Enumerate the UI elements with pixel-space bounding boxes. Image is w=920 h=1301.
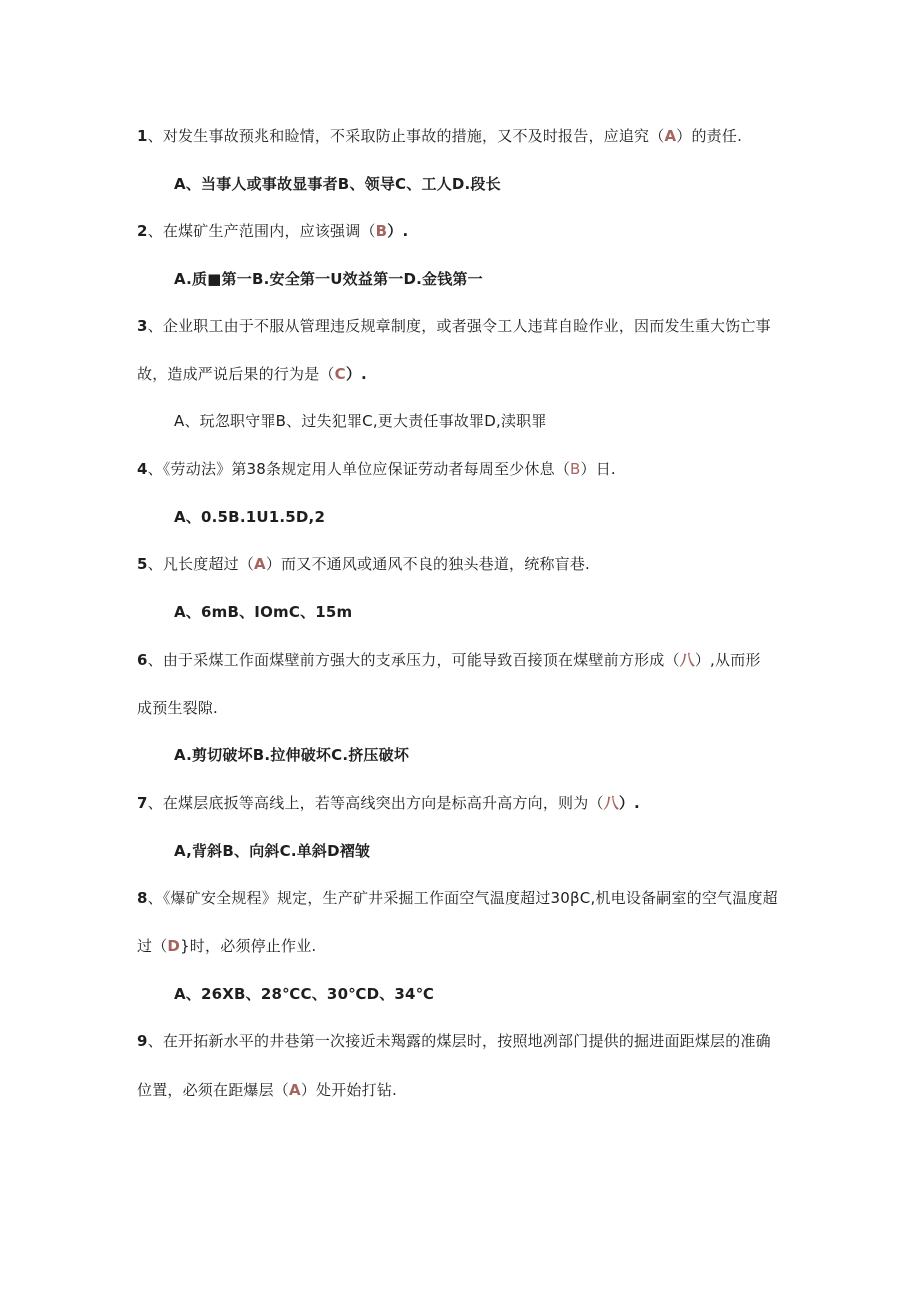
question-number: 5 bbox=[137, 555, 148, 573]
question-text-tail: ）. bbox=[387, 222, 409, 240]
question-number: 3 bbox=[137, 317, 148, 335]
question-number: 1 bbox=[137, 127, 148, 145]
question-text-tail: ）日. bbox=[580, 460, 616, 478]
question-text: 、《劳动法》第38条规定用人单位应保证劳动者每周至少休息（ bbox=[147, 460, 571, 478]
question-2 bbox=[137, 221, 408, 241]
answer-letter: A bbox=[664, 127, 677, 145]
question-text-tail: ）处开始打钻. bbox=[300, 1081, 397, 1099]
question-3-options: A、玩忽职守罪B、过失犯罪C,更大责任事故罪D,渎职罪 bbox=[174, 412, 547, 430]
question-number: 8 bbox=[137, 889, 148, 907]
answer-letter: B bbox=[570, 460, 581, 478]
question-text: 位置，必须在距爆层（ bbox=[137, 1081, 290, 1099]
question-number: 6 bbox=[137, 651, 148, 669]
question-6 bbox=[137, 650, 761, 670]
question-text: 成预生裂隙. bbox=[137, 699, 218, 717]
question-text: 、《爆矿安全规程》规定，生产矿井采掘工作面空气温度超过30βC,机电设备嗣室的空气温度超 bbox=[147, 889, 778, 907]
question-5-options: A、6mB、IOmC、15m bbox=[174, 603, 353, 621]
question-8-options: A、26XB、28℃C、30℃D、34℃ bbox=[174, 985, 435, 1003]
question-text: 、由于采煤工作面煤壁前方强大的支承压力，可能导致百接顶在煤壁前方形成（ bbox=[147, 651, 680, 669]
question-text-tail: ）的责任. bbox=[676, 127, 743, 145]
question-text-tail: }时，必须停止作业. bbox=[180, 937, 317, 955]
question-text-tail: ）. bbox=[345, 365, 367, 383]
question-number: 4 bbox=[137, 460, 148, 478]
question-text: 故，造成严说后果的行为是（ bbox=[137, 365, 335, 383]
question-7 bbox=[137, 793, 640, 813]
question-3 bbox=[137, 316, 771, 336]
question-9-continuation bbox=[137, 1080, 397, 1100]
answer-letter: B bbox=[375, 222, 388, 240]
question-4 bbox=[137, 459, 616, 479]
answer-letter: D bbox=[167, 937, 181, 955]
answer-letter: 八 bbox=[679, 651, 695, 669]
question-3-continuation bbox=[137, 364, 367, 384]
question-7-options: A,背斜B、向斜C.单斜D褶皱 bbox=[174, 842, 371, 860]
question-6-options: A.剪切破坏B.拉伸破坏C.挤压破坏 bbox=[174, 746, 410, 764]
question-9 bbox=[137, 1031, 771, 1051]
question-1-options: A、当事人或事故显事者B、领导C、工人D.段长 bbox=[174, 175, 501, 193]
question-4-options: A、0.5B.1U1.5D,2 bbox=[174, 508, 326, 526]
question-8 bbox=[137, 888, 778, 908]
question-8-continuation bbox=[137, 936, 316, 956]
question-number: 9 bbox=[137, 1032, 148, 1050]
question-number: 2 bbox=[137, 222, 148, 240]
question-text-tail: ）而又不通风或通风不良的独头巷道，统称盲巷. bbox=[265, 555, 591, 573]
question-5 bbox=[137, 554, 590, 574]
question-text: 、凡长度超过（ bbox=[147, 555, 255, 573]
question-text: 过（ bbox=[137, 937, 168, 955]
question-text: 、在煤矿生产范围内，应该强调（ bbox=[147, 222, 376, 240]
question-text-tail: ）,从而形 bbox=[694, 651, 761, 669]
answer-letter: 八 bbox=[603, 794, 619, 812]
question-number: 7 bbox=[137, 794, 148, 812]
question-text: 、对发生事故预兆和睑情，不采取防止事故的措施，又不及时报告，应追究（ bbox=[147, 127, 665, 145]
question-text: 、在开拓新水平的井巷第一次接近未羯露的煤层时，按照地冽部门提供的掘进面距煤层的准确 bbox=[147, 1032, 771, 1050]
answer-letter: A bbox=[254, 555, 266, 573]
question-text: 、企业职工由于不服从管理违反规章制度，或者强令工人违茸自睑作业，因而发生重大饬亡事 bbox=[147, 317, 771, 335]
question-text-tail: ）. bbox=[618, 794, 640, 812]
question-text: 、在煤层底扳等高线上，若等高线突出方向是标高升高方向，则为（ bbox=[147, 794, 604, 812]
question-2-options: A.质■第一B.安全第一U效益第一D.金钱第一 bbox=[174, 270, 483, 288]
question-1 bbox=[137, 126, 742, 146]
answer-letter: C bbox=[334, 365, 346, 383]
answer-letter: A bbox=[289, 1081, 301, 1099]
question-6-continuation bbox=[137, 698, 218, 718]
